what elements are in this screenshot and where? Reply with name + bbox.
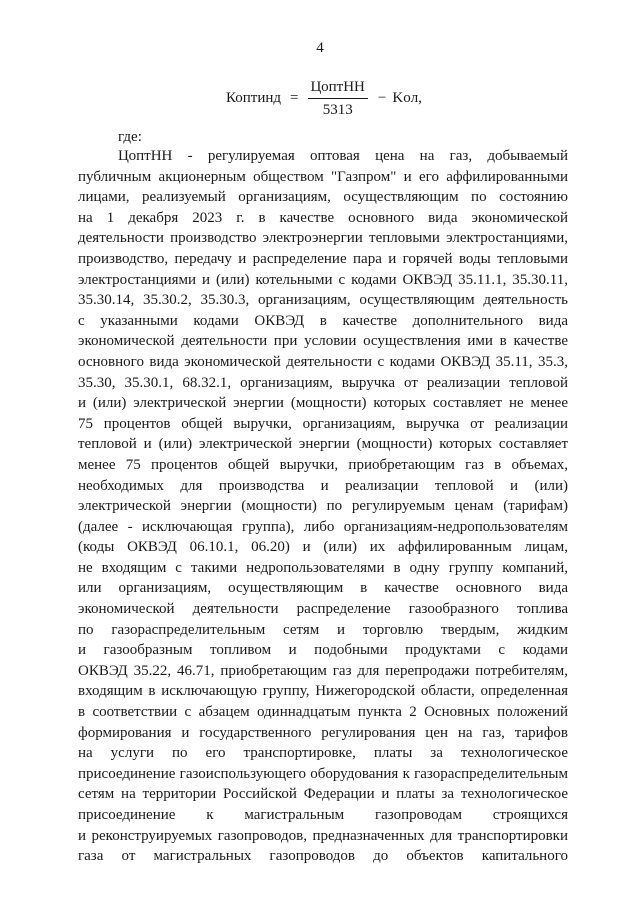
paragraph-line: 35.30, 35.30.1, 68.32.1, организациям, выручка от реализации тепловой [78,374,568,391]
paragraph-line: входящим в исключающую группу, Нижегородской области, определенная [78,683,568,700]
where-label: где: [118,129,142,145]
paragraph-line: с указанными кодами ОКВЭД в качестве дополнительного вида [78,312,568,329]
paragraph-line: лицами, реализуемый организациям, осуществляющим по состоянию [78,189,568,206]
paragraph-line: экономической деятельности при условии осуществления ими в качестве [78,333,568,350]
paragraph-line: (коды ОКВЭД 06.10.1, 06.20) и (или) их аффилированным лицам, [78,539,568,556]
paragraph-line: ОКВЭД 35.22, 46.71, приобретающим газ для перепродажи потребителям, [78,662,568,679]
paragraph-line: по газораспределительным сетям и торговлю твердым, жидким [78,621,568,638]
paragraph-line: 75 процентов общей выручки, организациям, выручка от реализации [78,415,568,432]
paragraph-line: основного вида экономической деятельности с кодами ОКВЭД 35.11, 35.3, [78,353,568,370]
formula-rhs: Koл, [392,90,422,106]
paragraph-line: или организациям, осуществляющим в качестве основного вида [78,580,568,597]
formula-numerator: ЦоптНН [308,78,368,99]
formula-lhs: Коптинд [226,90,282,106]
formula-equals: = [290,90,299,106]
paragraph-line: электрической энергии (мощности) по регулируемым ценам (тарифам) [78,498,568,515]
definition-paragraph [78,146,568,867]
paragraph-line: газа от магистральных газопроводов до объектов капитального [78,848,568,865]
formula-denominator: 5313 [322,102,353,118]
paragraph-line: на 1 декабря 2023 г. в качестве основного вида экономической [78,209,568,226]
paragraph-line: не входящим с такими недропользователями в одну группу компаний, [78,559,568,576]
paragraph-line: на услуги по его транспортировке, платы за технологическое [78,745,568,762]
paragraph-line: тепловой и (или) электрической энергии (мощности) которых составляет [78,436,568,453]
paragraph-line: сетям на территории Российской Федерации и платы за технологическое [78,786,568,803]
paragraph-line: публичным акционерным обществом "Газпром" и его аффилированными [78,168,568,185]
paragraph-line: и газообразным топливом и подобными продуктами с кодами [78,642,568,659]
paragraph-line: менее 75 процентов общей выручки, приобретающим газ в объемах, [78,456,568,473]
paragraph-line: и реконструируемых газопроводов, предназначенных для транспортировки [78,827,568,844]
formula [226,78,422,119]
paragraph-line: производство, передачу и распределение пара и горячей воды тепловыми [78,250,568,267]
paragraph-line: в соответствии с абзацем одиннадцатым пункта 2 Основных положений [78,704,568,721]
paragraph-line: присоединение к магистральным газопроводам строящихся [78,807,568,823]
page-number: 4 [316,40,324,56]
paragraph-line: деятельности производство электроэнергии тепловыми электростанциями, [78,230,568,247]
paragraph-line: 35.30.14, 35.30.2, 35.30.3, организациям, осуществляющим деятельность [78,292,568,309]
formula-fraction [308,78,368,119]
paragraph-line: (далее - исключающая группа), либо организациям-недропользователям [78,518,568,535]
paragraph-line: необходимых для производства и реализации тепловой и (или) [78,477,568,494]
paragraph-line: присоединение газоиспользующего оборудования к газораспределительным [78,765,568,782]
paragraph-line: ЦоптНН - регулируемая оптовая цена на газ, добываемый [118,148,568,164]
paragraph-line: электростанциями и (или) котельными с кодами ОКВЭД 35.11.1, 35.30.11, [78,271,568,288]
paragraph-line: и (или) электрической энергии (мощности) которых составляет не менее [78,395,568,412]
formula-minus: − [377,90,387,106]
paragraph-line: экономической деятельности распределение газообразного топлива [78,601,568,618]
paragraph-line: формирования и государственного регулирования цен на газ, тарифов [78,724,568,741]
